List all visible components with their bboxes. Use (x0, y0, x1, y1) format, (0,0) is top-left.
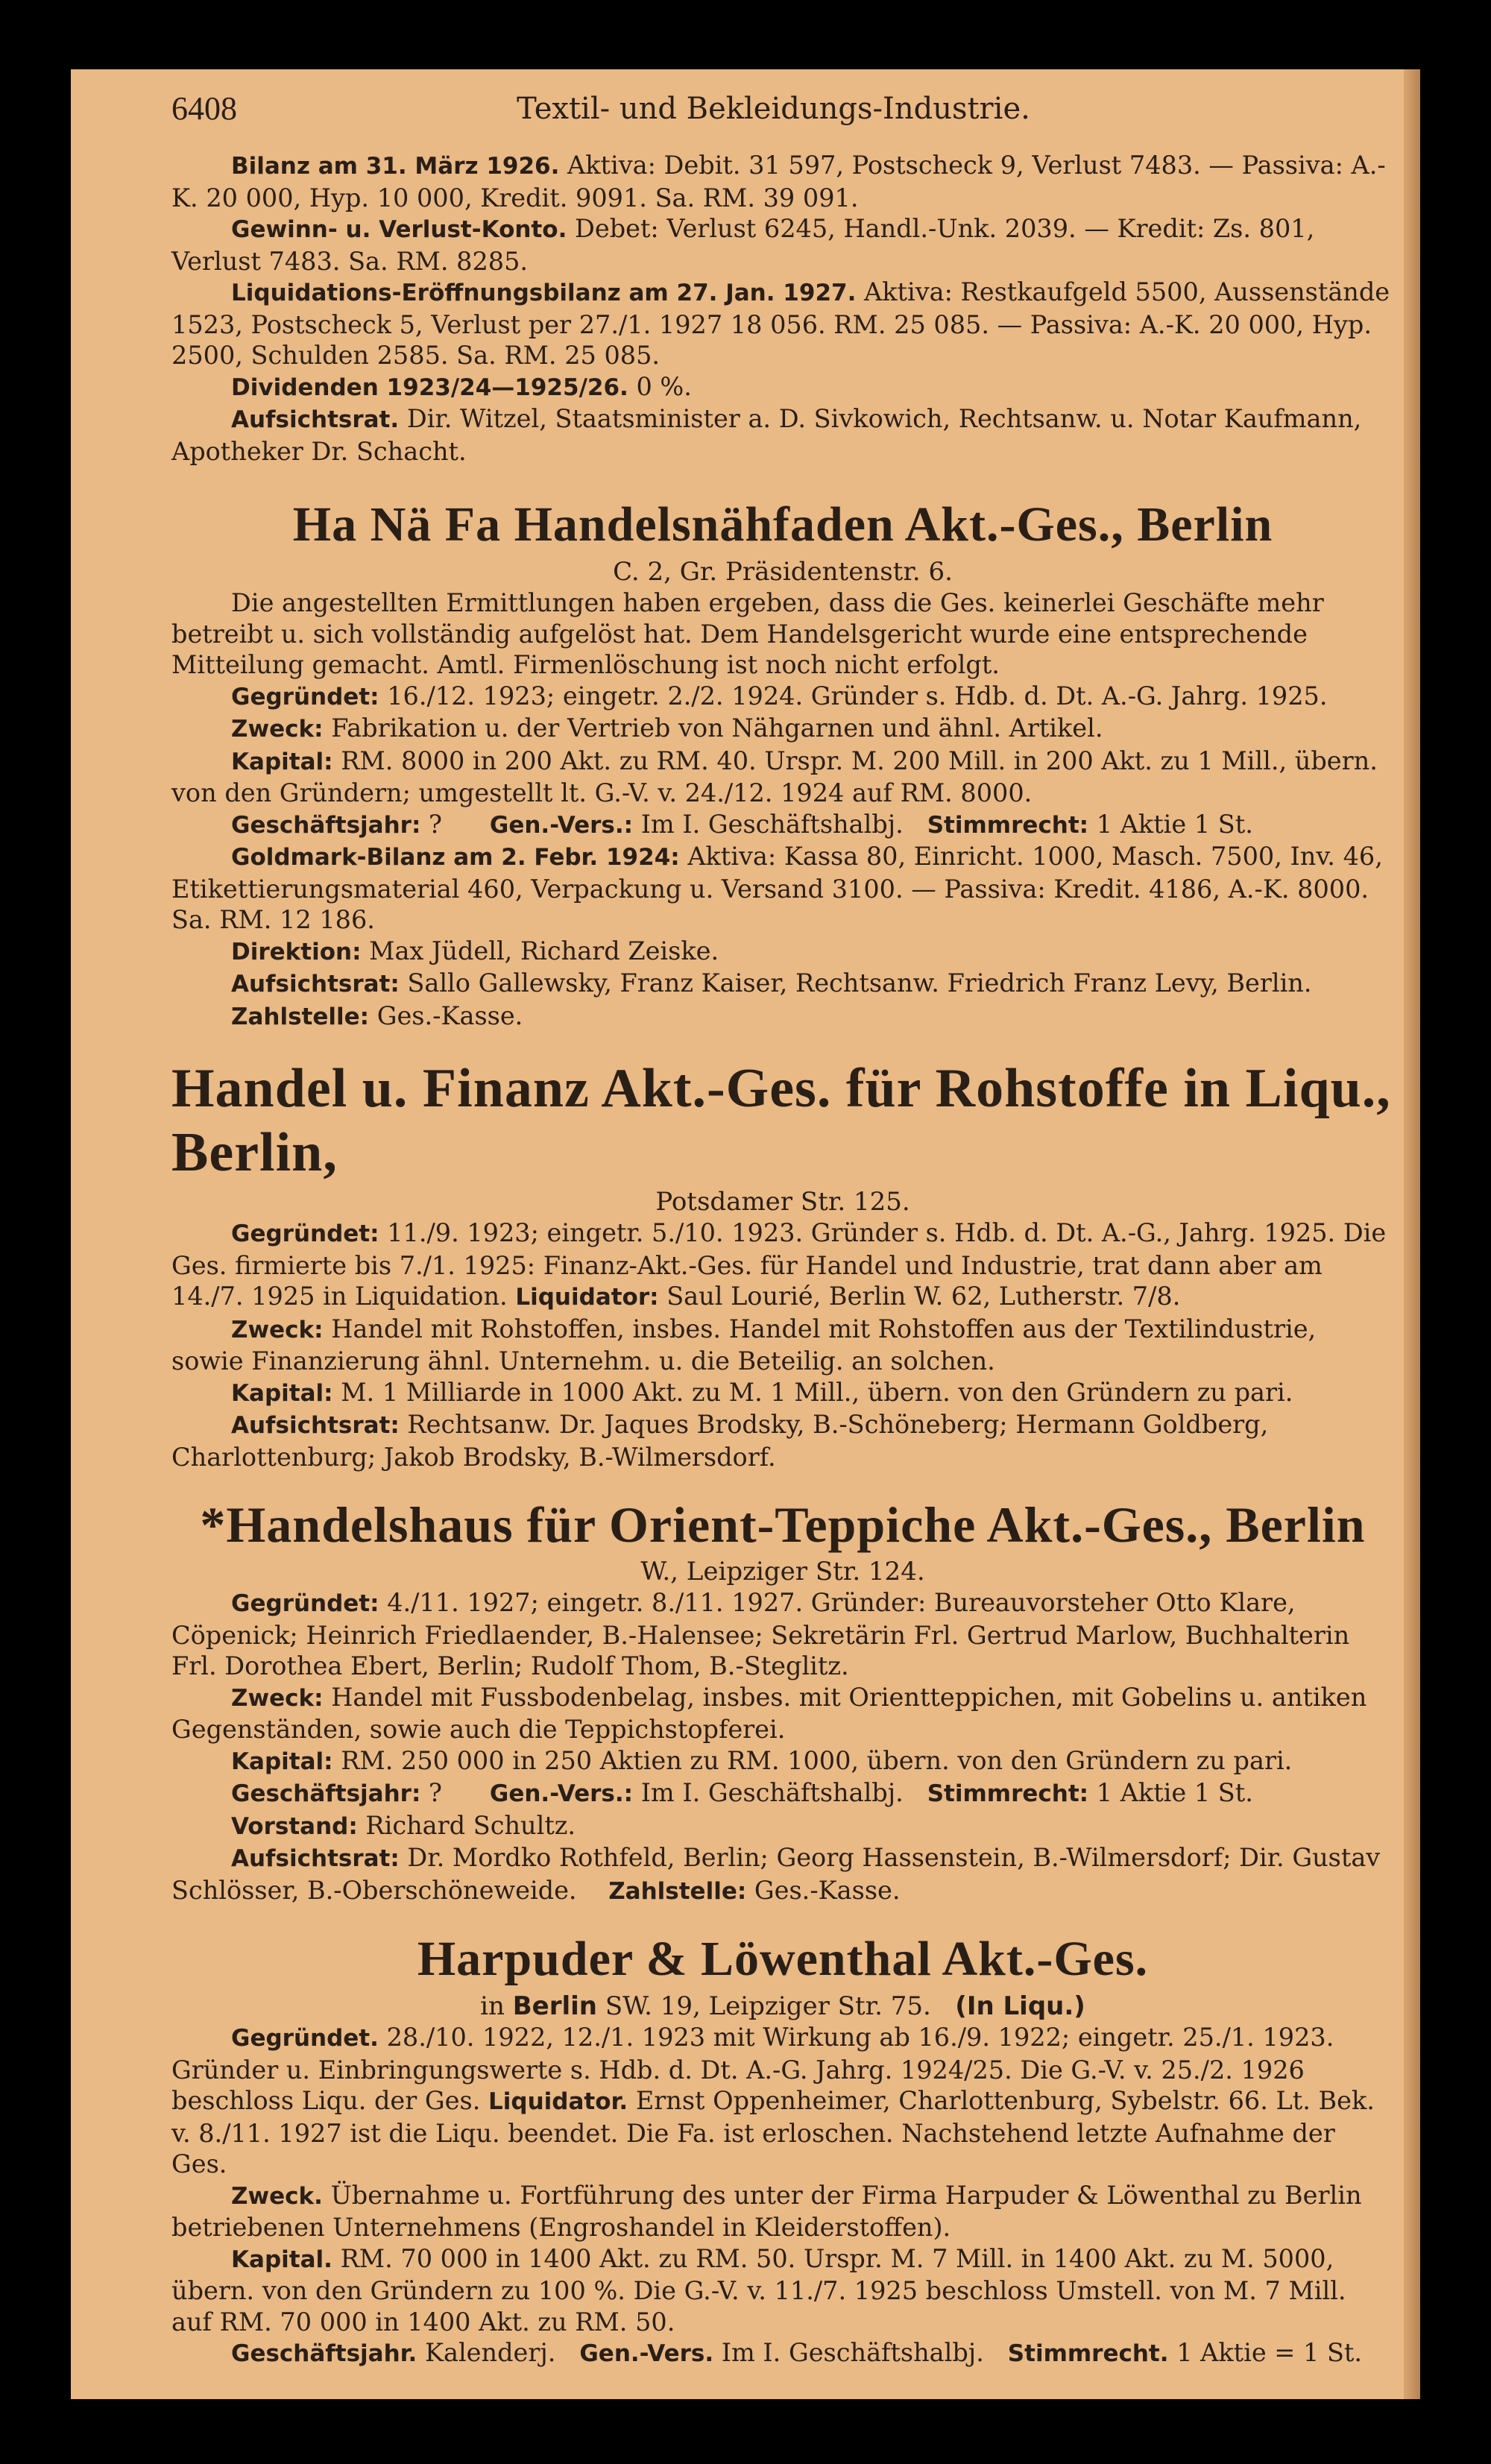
gegruendet-label: Gegründet. (231, 2025, 379, 2052)
geschaeftsjahr-label: Geschäftsjahr: (231, 1780, 421, 1807)
page-content (171, 150, 1394, 2370)
gegruendet-label: Gegründet: (231, 1590, 379, 1617)
address-rest: SW. 19, Leipziger Str. 75. (605, 1991, 931, 2021)
document-page (71, 69, 1420, 2399)
kapital-text: RM. 8000 in 200 Akt. zu RM. 40. Urspr. M. 200 Mill. in 200 Akt. zu 1 Mill., übern. von den Gründern; umgestellt lt. G.-V. v. 24./12. 1924 auf RM. 8000. (171, 746, 1378, 807)
zahlstelle-label: Zahlstelle: (231, 1003, 370, 1030)
dividenden-paragraph (171, 371, 1394, 404)
liqu-paragraph (171, 277, 1394, 371)
zweck-text: Handel mit Rohstoffen, insbes. Handel mit Rohstoffen aus der Textilindustrie, sowie Finanzierung ähnl. Unternehm. u. die Beteilig. an solchen. (171, 1314, 1317, 1376)
stimmrecht-text: 1 Aktie = 1 St. (1176, 2338, 1363, 2367)
zweck-text: Übernahme u. Fortführung des unter der Firma Harpuder & Löwenthal zu Berlin betriebenen Unternehmens (Engroshandel in Kleiderstoffen). (171, 2180, 1362, 2242)
address-prefix: in (480, 1991, 505, 2021)
zweck-paragraph (171, 1314, 1394, 1377)
zweck-label: Zweck: (231, 716, 324, 743)
stimmrecht-text: 1 Aktie 1 St. (1096, 809, 1253, 839)
aufsichtsrat-text: Dr. Mordko Rothfeld, Berlin; Georg Hassenstein, B.-Wilmersdorf; Dir. Gustav Schlösser, B.-Oberschöneweide. (171, 1843, 1381, 1905)
geschaeftsjahr-paragraph (171, 809, 1394, 842)
company-title-harpuder-loewenthal: Harpuder & Löwenthal Akt.-Ges. (417, 1932, 1149, 1986)
company-address-harpuder-loewenthal (171, 1991, 1394, 2022)
bilanz-label: Bilanz am 31. März 1926. (231, 153, 560, 180)
kapital-text: M. 1 Milliarde in 1000 Akt. zu M. 1 Mill., übern. von den Gründern zu pari. (341, 1377, 1293, 1407)
zahlstelle-text: Ges.-Kasse. (754, 1875, 901, 1905)
goldmark-paragraph (171, 841, 1394, 936)
kapital-text: RM. 70 000 in 1400 Akt. zu RM. 50. Urspr. M. 7 Mill. in 1400 Akt. zu M. 5000, übern. von den Gründern zu 100 %. Die G.-V. v. 11./7. 1925 beschloss Umstell. von M. 7 Mill. auf RM. 70 000 in 1400 Akt. zu RM. 50. (171, 2243, 1346, 2337)
zweck-text: Fabrikation u. der Vertrieb von Nähgarnen und ähnl. Artikel. (331, 713, 1103, 743)
zweck-text: Handel mit Fussbodenbelag, insbes. mit Orientteppichen, mit Gobelins u. antiken Gegenständen, sowie auch die Teppichstopferei. (171, 1682, 1367, 1744)
company-title-handel-finanz: Handel u. Finanz Akt.-Ges. für Rohstoffe in Liqu., Berlin, (171, 1058, 1391, 1183)
running-title: Textil- und Bekleidungs-Industrie. (517, 92, 1030, 126)
aufsichtsrat-label: Aufsichtsrat: (231, 1845, 400, 1872)
bilanz-paragraph (171, 150, 1394, 213)
aufsichtsrat-label: Aufsichtsrat: (231, 1412, 400, 1439)
gegruendet-text: 4./11. 1927; eingetr. 8./11. 1927. Gründer: Bureauvorsteher Otto Klare, Cöpenick; Heinrich Friedlaender, B.-Halensee; Sekretärin Frl. Gertrud Marlow, Buchhalterin Frl. Dorothea Ebert, Berlin; Rudolf Thom, B.-Steglitz. (171, 1588, 1350, 1680)
kapital-label: Kapital: (231, 748, 333, 775)
gewinn-label: Gewinn- u. Verlust-Konto. (231, 216, 567, 243)
direktion-text: Max Jüdell, Richard Zeiske. (369, 936, 719, 965)
gewinn-paragraph (171, 213, 1394, 277)
kapital-label: Kapital: (231, 1379, 333, 1407)
gegruendet-paragraph (171, 681, 1394, 713)
dividenden-text: 0 %. (636, 371, 692, 401)
gegruendet-label: Gegründet: (231, 1220, 379, 1247)
gegruendet-text: 16./12. 1923; eingetr. 2./2. 1924. Gründer s. Hdb. d. Dt. A.-G. Jahrg. 1925. (387, 681, 1328, 710)
kapital-label: Kapital. (231, 2246, 332, 2273)
vorstand-paragraph (171, 1810, 1394, 1843)
gegruendet-paragraph (171, 1217, 1394, 1314)
direktion-paragraph (171, 936, 1394, 968)
vorstand-text: Richard Schultz. (365, 1810, 576, 1840)
vorstand-label: Vorstand: (231, 1812, 358, 1840)
zahlstelle-paragraph (171, 1001, 1394, 1033)
aufsichtsrat-text: Dir. Witzel, Staatsminister a. D. Sivkowich, Rechtsanw. u. Notar Kaufmann, Apotheker Dr. Schacht. (171, 404, 1362, 466)
geschaeftsjahr-text: ? (429, 1778, 442, 1807)
genvers-label: Gen.-Vers.: (489, 811, 634, 839)
kapital-text: RM. 250 000 in 250 Aktien zu RM. 1000, übern. von den Gründern zu pari. (341, 1745, 1293, 1775)
geschaeftsjahr-paragraph (171, 2337, 1394, 2370)
intro-paragraph: Die angestellten Ermittlungen haben ergeben, dass die Ges. keinerlei Geschäfte mehr betreibt u. sich vollständig aufgelöst hat. Dem Handelsgericht wurde eine entsprechende Mitteilung gemacht. Amtl. Firmenlöschung ist noch nicht erfolgt. (171, 588, 1324, 679)
zahlstelle-label: Zahlstelle: (608, 1877, 747, 1905)
aufsichtsrat-text: Sallo Gallewsky, Franz Kaiser, Rechtsanw. Friedrich Franz Levy, Berlin. (407, 968, 1312, 998)
genvers-label: Gen.-Vers.: (489, 1780, 634, 1807)
liquidator-label: Liquidator. (488, 2088, 628, 2115)
page-spine-shadow (1404, 69, 1420, 2399)
geschaeftsjahr-paragraph (171, 1777, 1394, 1810)
aufsichtsrat-paragraph (171, 1409, 1394, 1472)
gegruendet-paragraph (171, 2022, 1394, 2180)
aufsichtsrat-label: Aufsichtsrat: (231, 971, 400, 998)
liquidator-text: Saul Lourié, Berlin W. 62, Lutherstr. 7/8. (666, 1282, 1181, 1311)
aufsichtsrat-paragraph (171, 968, 1394, 1001)
zweck-label: Zweck: (231, 1316, 324, 1343)
page-number: 6408 (171, 90, 237, 127)
gegruendet-text: 28./10. 1922, 12./1. 1923 mit Wirkung ab 16./9. 1922; eingetr. 25./1. 1923. Gründer u. Einbringungswerte s. Hdb. d. Dt. A.-G. Jahrg. 1924/25. Die G.-V. v. 25./2. 1926 beschloss Liqu. der Ges. (171, 2023, 1334, 2115)
kapital-paragraph (171, 2243, 1394, 2338)
gegruendet-label: Gegründet: (231, 683, 379, 710)
genvers-text: Im I. Geschäftshalbj. (640, 809, 904, 839)
page-header (171, 83, 1375, 135)
stimmrecht-label: Stimmrecht: (927, 1780, 1089, 1807)
bilanz-text: Aktiva: Debit. 31 597, Postscheck 9, Verlust 7483. — Passiva: A.-K. 20 000, Hyp. 10 000, Kredit. 9091. Sa. RM. 39 091. (171, 151, 1386, 212)
kapital-label: Kapital: (231, 1748, 333, 1775)
stimmrecht-label: Stimmrecht. (1007, 2340, 1169, 2367)
stimmrecht-text: 1 Aktie 1 St. (1096, 1778, 1253, 1807)
liquidator-label: Liquidator: (515, 1284, 659, 1311)
liquidator-text: Ernst Oppenheimer, Charlottenburg, Sybelstr. 66. Lt. Bek. v. 8./11. 1927 ist die Liqu. beendet. Die Fa. ist erloschen. Nachstehend letzte Aufnahme der Ges. (171, 2086, 1375, 2178)
geschaeftsjahr-label: Geschäftsjahr. (231, 2340, 417, 2367)
genvers-label: Gen.-Vers. (579, 2340, 714, 2367)
aufsichtsrat-label: Aufsichtsrat. (231, 406, 400, 433)
company-title-orient-teppiche: *Handelshaus für Orient-Teppiche Akt.-Ges., Berlin (200, 1496, 1366, 1553)
zweck-paragraph (171, 713, 1394, 746)
zweck-paragraph (171, 2180, 1394, 2243)
zahlstelle-text: Ges.-Kasse. (376, 1001, 523, 1030)
address-status: (In Liqu.) (955, 1991, 1085, 2021)
address-city: Berlin (512, 1991, 597, 2021)
geschaeftsjahr-text: ? (429, 809, 442, 839)
aufsichtsrat-paragraph (171, 1842, 1394, 1907)
direktion-label: Direktion: (231, 938, 362, 965)
genvers-text: Im I. Geschäftshalbj. (721, 2338, 984, 2367)
genvers-text: Im I. Geschäftshalbj. (640, 1778, 904, 1807)
company-address-hanafa: C. 2, Gr. Präsidentenstr. 6. (613, 557, 953, 587)
kapital-paragraph (171, 746, 1394, 809)
goldmark-label: Goldmark-Bilanz am 2. Febr. 1924: (231, 844, 680, 871)
dividenden-label: Dividenden 1923/24—1925/26. (231, 374, 628, 401)
gegruendet-text: 11./9. 1923; eingetr. 5./10. 1923. Gründer s. Hdb. d. Dt. A.-G., Jahrg. 1925. Die Ges. firmierte bis 7./1. 1925: Finanz-Akt.-Ges. für Handel und Industrie, trat dann aber am 14./7. 1925 in Liquidation. (171, 1218, 1387, 1311)
goldmark-text: Aktiva: Kassa 80, Einricht. 1000, Masch. 7500, Inv. 46, Etikettierungsmaterial 460, Verpackung u. Versand 3100. — Passiva: Kredit. 4186, A.-K. 8000. Sa. RM. 12 186. (171, 842, 1383, 934)
stimmrecht-label: Stimmrecht: (927, 811, 1089, 839)
gewinn-text: Debet: Verlust 6245, Handl.-Unk. 2039. — Kredit: Zs. 801, Verlust 7483. Sa. RM. 8285. (171, 214, 1315, 276)
kapital-paragraph (171, 1745, 1394, 1778)
company-address-handel-finanz: Potsdamer Str. 125. (655, 1187, 910, 1217)
zweck-paragraph (171, 1682, 1394, 1745)
company-title-hanafa: Ha Nä Fa Handelsnähfaden Akt.-Ges., Berlin (292, 497, 1273, 552)
geschaeftsjahr-label: Geschäftsjahr: (231, 811, 421, 839)
aufsichtsrat-text: Rechtsanw. Dr. Jaques Brodsky, B.-Schöneberg; Hermann Goldberg, Charlottenburg; Jakob Brodsky, B.-Wilmersdorf. (171, 1410, 1269, 1472)
liqu-text: Aktiva: Restkaufgeld 5500, Aussenstände 1523, Postscheck 5, Verlust per 27./1. 1927 18 056. RM. 25 085. — Passiva: A.-K. 20 000, Hyp. 2500, Schulden 2585. Sa. RM. 25 085. (171, 277, 1390, 370)
liqu-label: Liquidations-Eröffnungsbilanz am 27. Jan. 1927. (231, 280, 857, 306)
zweck-label: Zweck: (231, 1684, 324, 1712)
gegruendet-paragraph (171, 1587, 1394, 1682)
aufsichtsrat-paragraph (171, 403, 1394, 467)
kapital-paragraph (171, 1377, 1394, 1410)
zweck-label: Zweck. (231, 2182, 323, 2210)
geschaeftsjahr-text: Kalenderj. (424, 2338, 556, 2367)
company-address-orient-teppiche: W., Leipziger Str. 124. (640, 1557, 925, 1587)
